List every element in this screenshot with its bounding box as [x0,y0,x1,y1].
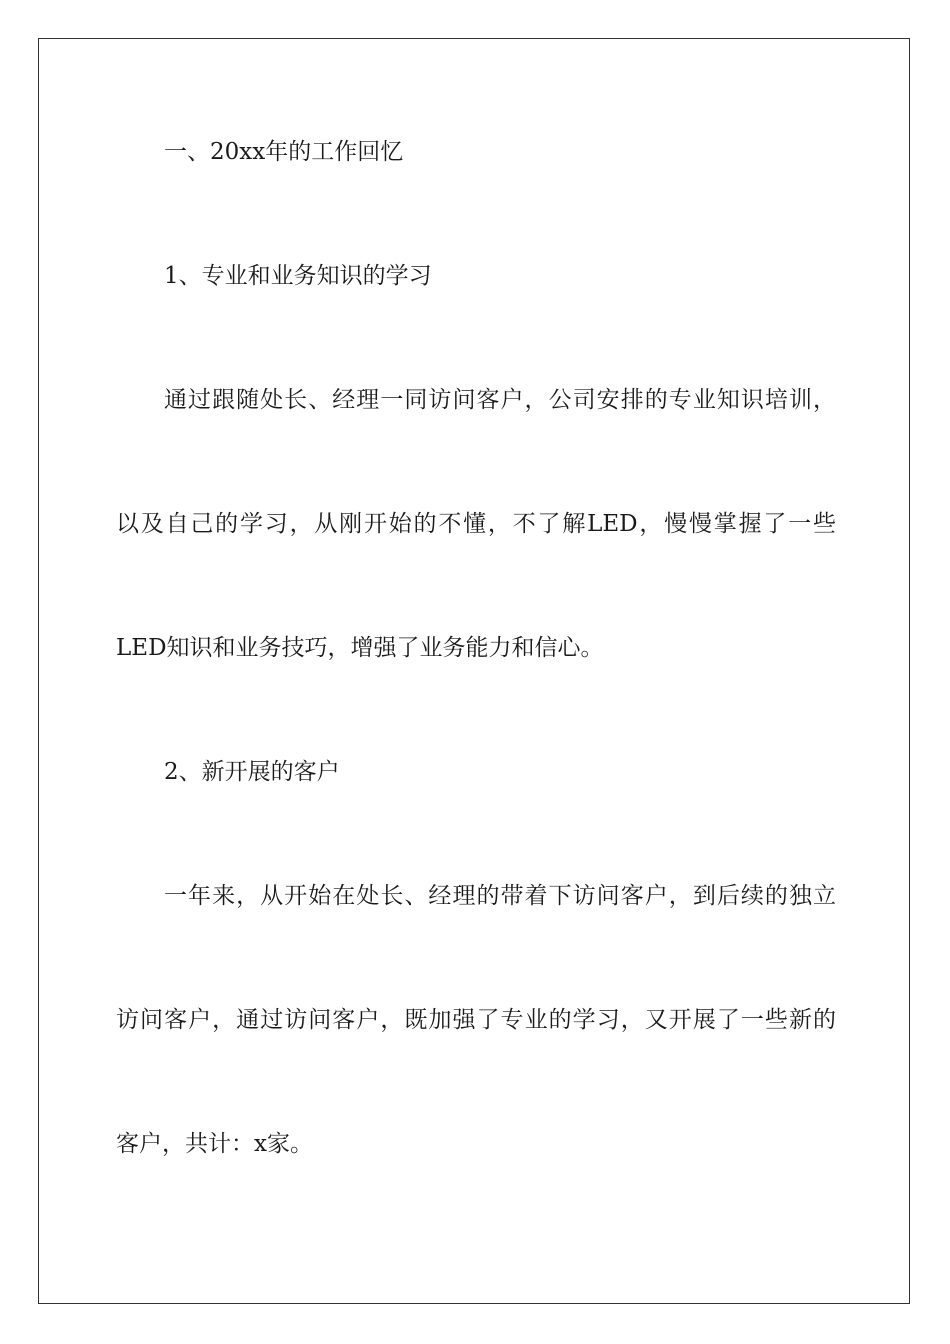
paragraph-line: 访问客户，通过访问客户，既加强了专业的学习，又开展了一些新的 [116,1007,836,1033]
paragraph-line: LED知识和业务技巧，增强了业务能力和信心。 [116,635,604,661]
subsection-heading: 1、专业和业务知识的学习 [164,263,432,289]
section-heading: 一、20xx年的工作回忆 [164,139,404,165]
paragraph-line: 通过跟随处长、经理一同访问客户，公司安排的专业知识培训， [164,387,836,413]
document-body [116,128,836,1244]
subsection-heading: 2、新开展的客户 [164,759,340,785]
paragraph-line: 客户，共计：x家。 [116,1131,313,1157]
paragraph-line: 以及自己的学习，从刚开始的不懂，不了解LED，慢慢掌握了一些 [116,511,836,537]
paragraph-line: 一年来，从开始在处长、经理的带着下访问客户，到后续的独立 [164,883,836,909]
